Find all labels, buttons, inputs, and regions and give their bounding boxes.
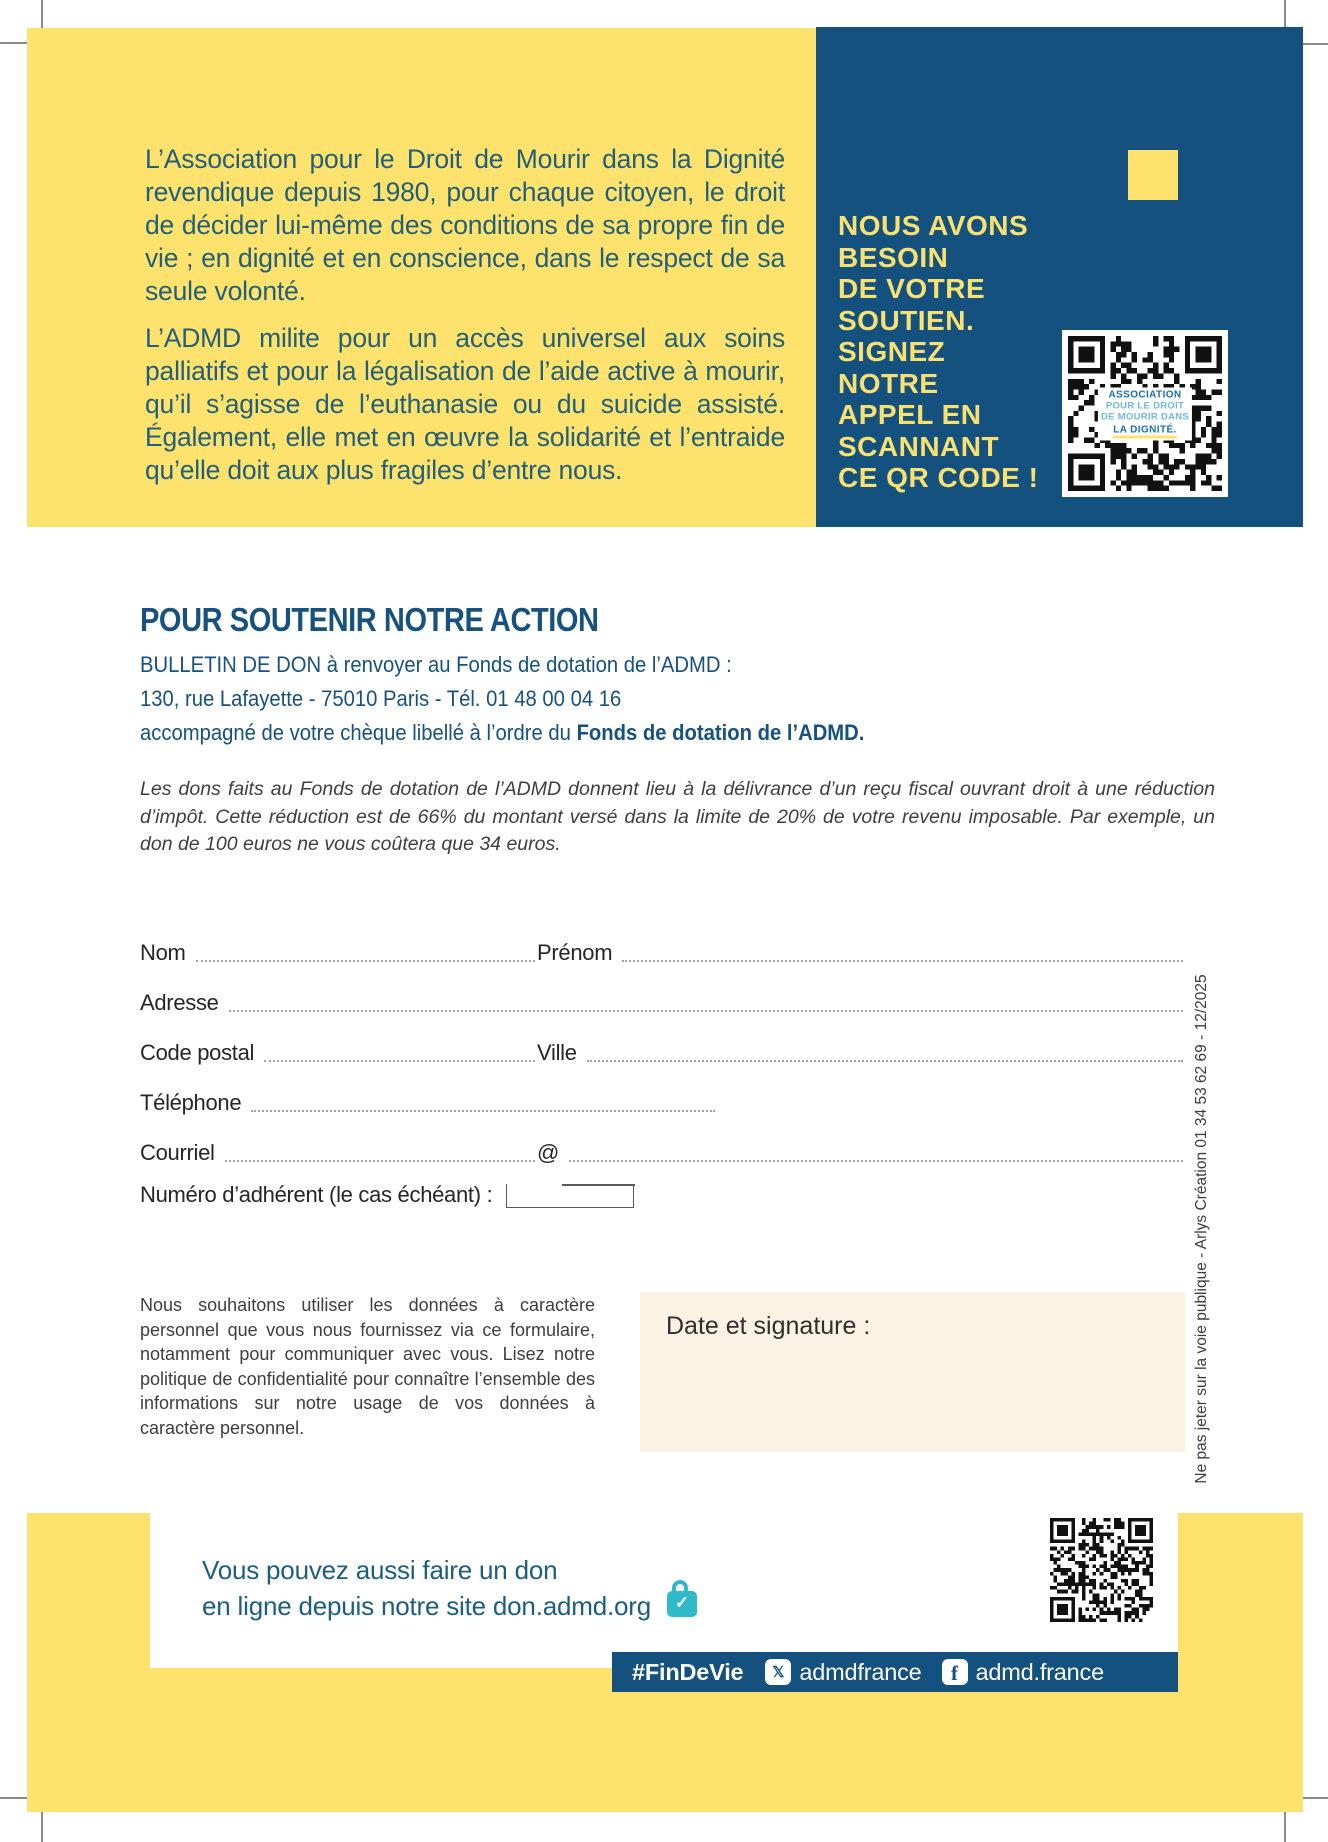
numero-adherent-label: Numéro d’adhérent (le cas échéant) : xyxy=(140,1182,493,1207)
courriel-label: Courriel xyxy=(140,1140,215,1165)
adresse-label: Adresse xyxy=(140,990,219,1015)
form-row-codepostal-ville xyxy=(140,1040,1185,1066)
cta-line: SIGNEZ xyxy=(838,336,946,367)
nom-label: Nom xyxy=(140,940,186,965)
crop-mark xyxy=(1284,0,1286,30)
ville-write-line xyxy=(587,1060,1183,1062)
facebook-icon: f xyxy=(942,1659,968,1685)
cta-line: DE VOTRE xyxy=(838,273,986,304)
code-postal-label: Code postal xyxy=(140,1040,255,1065)
online-donation-line1: Vous pouvez aussi faire un don xyxy=(202,1555,558,1585)
social-bar xyxy=(612,1652,1178,1692)
form-row-adresse xyxy=(140,990,1185,1016)
crop-mark xyxy=(0,42,30,44)
courriel-write-line xyxy=(225,1160,535,1162)
facebook-handle: admd.france xyxy=(975,1658,1104,1685)
x-handle: admdfrance xyxy=(799,1658,922,1685)
qr-code-petition xyxy=(1062,330,1228,497)
email-domain-write-line xyxy=(569,1160,1183,1162)
print-side-note: Ne pas jeter sur la voie publique - Arlys Création 01 34 53 62 69 - 12/2025 xyxy=(1193,974,1210,1484)
signature-label: Date et signature : xyxy=(666,1312,871,1340)
footer-white-card xyxy=(150,1513,1178,1668)
intro-paragraph-2: L’ADMD milite pour un accès universel aux soins palliatifs et pour la légalisation de l’aide active à mourir, qu’il s’agisse de l’euthanasie ou du suicide assisté. Également, elle met en œuvre la solidarité et l’entraide qu’elle doit aux plus fragiles d’entre nous. xyxy=(145,323,785,485)
crop-mark xyxy=(1284,1812,1286,1842)
bulletin-line: BULLETIN DE DON à renvoyer au Fonds de dotation de l’ADMD : xyxy=(140,652,732,677)
code-postal-write-line xyxy=(264,1060,535,1062)
cta-line: SOUTIEN. xyxy=(838,304,975,336)
prenom-write-line xyxy=(622,960,1183,962)
qr-center-logo: ASSOCIATION POUR LE DROIT DE MOURIR DANS LA DIGNITÉ. xyxy=(1098,387,1192,440)
cta-line: NOUS AVONS xyxy=(838,210,1029,241)
crop-mark xyxy=(41,1812,43,1842)
intro-text xyxy=(145,143,785,501)
ville-label: Ville xyxy=(537,1040,577,1065)
form-row-courriel xyxy=(140,1140,1185,1166)
adresse-write-line xyxy=(229,1010,1183,1012)
nom-write-line xyxy=(196,960,535,962)
crop-mark xyxy=(0,1797,30,1799)
intro-paragraph-1: L’Association pour le Droit de Mourir dans la Dignité revendique depuis 1980, pour chaque citoyen, le droit de décider lui-même des conditions de sa propre fin de vie ; en dignité et en conscience, dans le respect de sa seule volonté. xyxy=(145,144,785,306)
cta-blue-panel xyxy=(816,27,1303,527)
yellow-square-decoration xyxy=(1128,150,1178,200)
arobase-label: @ xyxy=(537,1140,560,1165)
qr-code-modules xyxy=(1050,1518,1153,1622)
prenom-label: Prénom xyxy=(537,940,613,965)
cta-line: APPEL EN xyxy=(838,399,982,430)
telephone-label: Téléphone xyxy=(140,1090,242,1115)
secure-lock-icon xyxy=(667,1591,697,1617)
hashtag-findevie: #FinDeVie xyxy=(632,1658,744,1685)
cta-line: SCANNANT xyxy=(838,430,1000,462)
cta-line: BESOIN xyxy=(838,241,949,273)
fiscal-note: Les dons faits au Fonds de dotation de l’ADMD donnent lieu à la délivrance d’un reçu fiscal ouvrant droit à une réduction d’impôt. Cette réduction est de 66% du montant versé dans la limite de 20% de votre revenu imposable. Par exemple, un don de 100 euros ne vous coûtera que 34 euros. xyxy=(140,778,1215,855)
cta-line: CE QR CODE ! xyxy=(838,462,1039,493)
telephone-write-line xyxy=(251,1110,715,1112)
form-row-numero-adherent xyxy=(140,1182,1185,1208)
qr-code-donation xyxy=(1050,1518,1153,1622)
intro-yellow-panel xyxy=(27,28,816,527)
crop-mark xyxy=(41,0,43,30)
address-line: 130, rue Lafayette - 75010 Paris - Tél. 01 48 00 04 16 xyxy=(140,686,622,711)
numero-adherent-box xyxy=(506,1184,634,1208)
cta-line: NOTRE xyxy=(838,367,939,399)
x-twitter-icon: 𝕏 xyxy=(765,1659,791,1685)
form-row-telephone xyxy=(140,1090,717,1116)
privacy-note: Nous souhaitons utiliser les données à caractère personnel que vous nous fournissez via ce formulaire, notamment pour communiquer avec vous. Lisez notre politique de confidentialité pour connaître l’ensemble des informations sur notre usage de vos données à caractère personnel. xyxy=(140,1295,595,1438)
cheque-line: accompagné de votre chèque libellé à l’ordre du Fonds de dotation de l’ADMD. xyxy=(140,720,865,745)
online-donation-line2: en ligne depuis notre site don.admd.org ✓ xyxy=(202,1591,697,1622)
form-row-nom-prenom xyxy=(140,940,1185,966)
cta-text xyxy=(838,210,1038,494)
fonds-dotation-bold: Fonds de dotation de l’ADMD. xyxy=(576,720,865,745)
signature-box xyxy=(640,1292,1185,1452)
section-title: POUR SOUTENIR NOTRE ACTION xyxy=(140,601,599,638)
